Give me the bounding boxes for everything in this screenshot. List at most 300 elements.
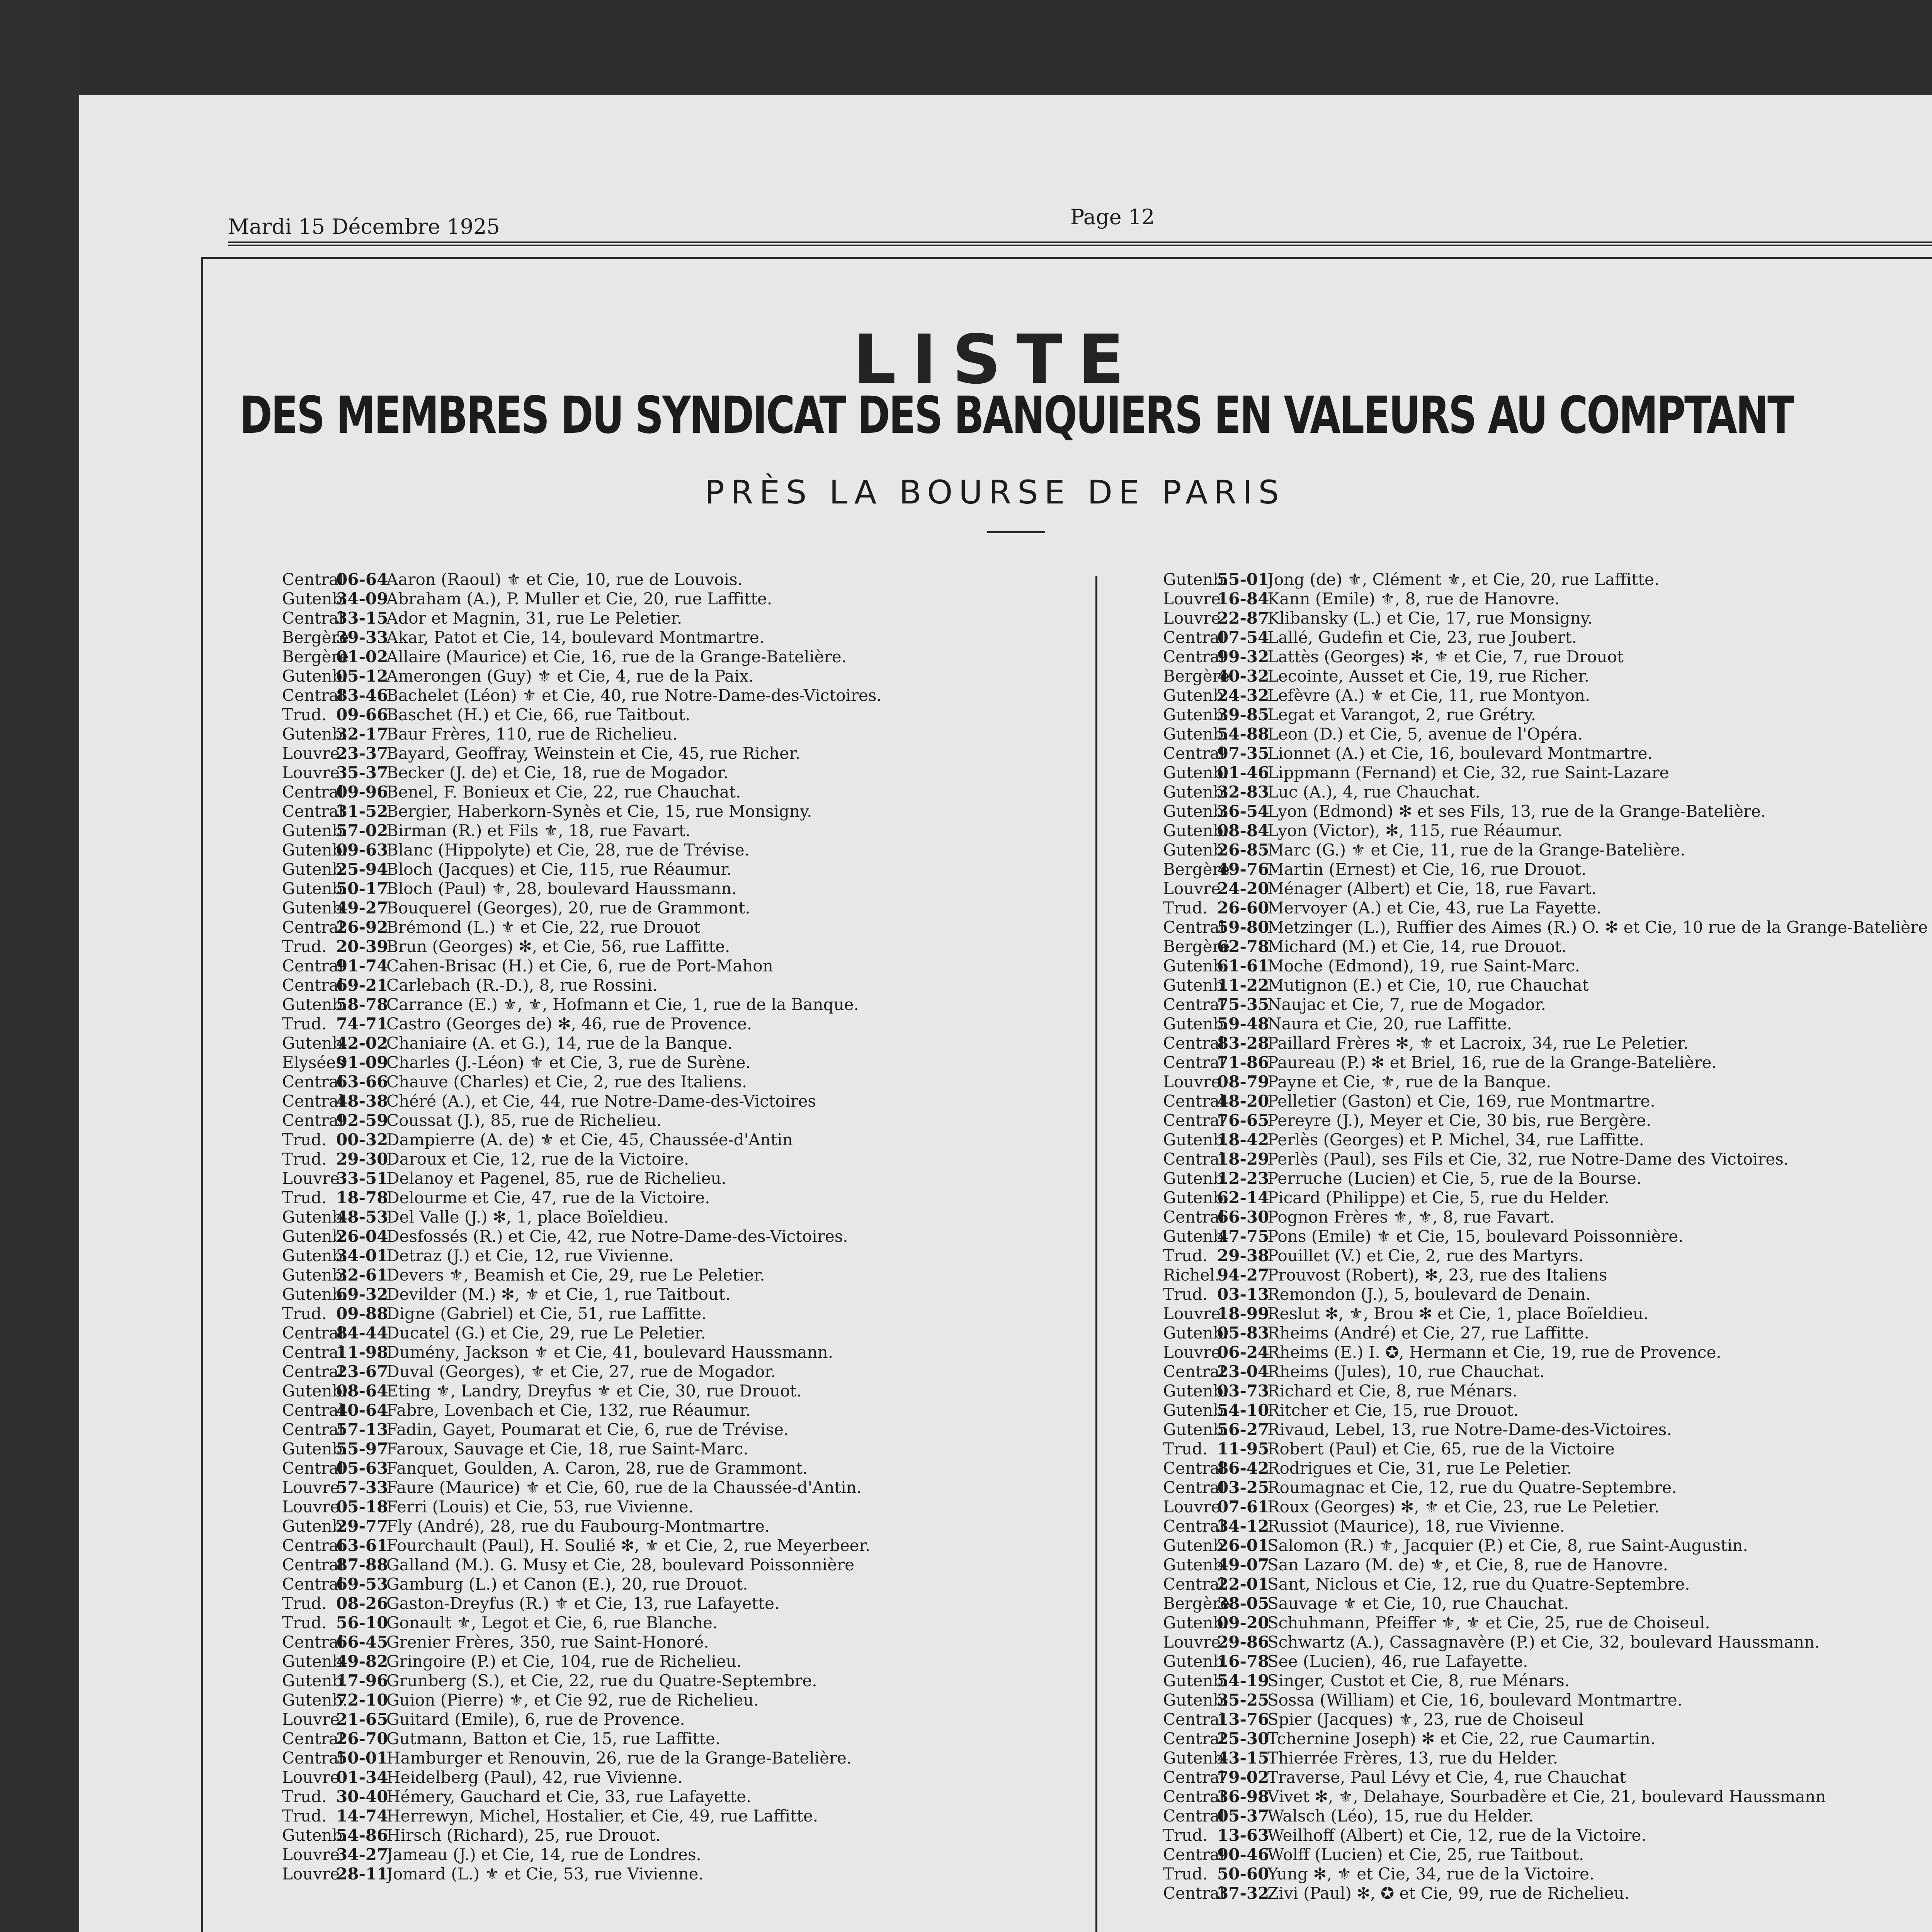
- member-exchange: Central: [282, 1420, 344, 1439]
- member-row: [282, 1555, 1070, 1575]
- member-exchange: Central: [282, 956, 344, 975]
- member-exchange: Gutenb.: [282, 589, 348, 608]
- member-name: Dampierre (A. de) ⚜ et Cie, 45, Chaussée-d'Antin: [386, 1130, 793, 1149]
- member-exchange: Central: [1163, 1208, 1225, 1226]
- member-name: Grenier Frères, 350, rue Saint-Honoré.: [386, 1633, 709, 1651]
- member-phone: 50-17: [336, 879, 388, 898]
- member-name: Salomon (R.) ⚜, Jacquier (P.) et Cie, 8, rue Saint-Augustin.: [1267, 1536, 1748, 1555]
- member-exchange: Gutenb.: [282, 840, 348, 859]
- member-exchange: Louvre: [282, 763, 340, 782]
- member-exchange: Central: [1163, 1092, 1225, 1111]
- member-phone: 48-20: [1217, 1092, 1269, 1111]
- member-row: [282, 918, 1070, 937]
- member-phone: 12-23: [1217, 1169, 1269, 1188]
- member-exchange: Central: [1163, 1729, 1225, 1748]
- member-exchange: Gutenb.: [1163, 1014, 1229, 1033]
- member-name: Walsch (Léo), 15, rue du Helder.: [1267, 1806, 1534, 1825]
- member-name: Prouvost (Robert), ✻, 23, rue des Italiens: [1267, 1265, 1607, 1284]
- member-phone: 24-20: [1217, 879, 1269, 898]
- member-name: Singer, Custot et Cie, 8, rue Ménars.: [1267, 1671, 1570, 1690]
- member-name: Lallé, Gudefin et Cie, 23, rue Joubert.: [1267, 628, 1577, 647]
- member-exchange: Central: [282, 1362, 344, 1381]
- member-phone: 25-30: [1217, 1729, 1269, 1748]
- member-phone: 35-37: [336, 763, 388, 782]
- member-phone: 99-32: [1217, 647, 1269, 666]
- member-phone: 23-04: [1217, 1362, 1269, 1381]
- member-row: [282, 1671, 1070, 1690]
- member-row: [282, 1690, 1070, 1710]
- member-row: [1163, 1072, 1932, 1092]
- member-row: [1163, 1343, 1932, 1362]
- member-phone: 25-94: [336, 860, 388, 879]
- member-name: Fly (André), 28, rue du Faubourg-Montmartre.: [386, 1517, 770, 1536]
- member-phone: 35-25: [1217, 1690, 1269, 1709]
- member-row: [282, 705, 1070, 724]
- member-name: Picard (Philippe) et Cie, 5, rue du Helder.: [1267, 1188, 1609, 1207]
- member-row: [282, 686, 1070, 705]
- member-exchange: Gutenb.: [1163, 1536, 1229, 1555]
- member-exchange: Central: [282, 1748, 344, 1767]
- member-name: Tchernine Joseph) ✻ et Cie, 22, rue Caumartin.: [1267, 1729, 1656, 1748]
- member-row: [282, 1323, 1070, 1343]
- member-row: [282, 1072, 1070, 1092]
- member-row: [1163, 802, 1932, 821]
- member-exchange: Central: [282, 1536, 344, 1555]
- member-row: [282, 1748, 1070, 1768]
- member-name: Luc (A.), 4, rue Chauchat.: [1267, 782, 1480, 801]
- member-exchange: Gutenb.: [282, 1517, 348, 1536]
- member-name: Bouquerel (Georges), 20, rue de Grammont.: [386, 898, 750, 917]
- member-row: [1163, 724, 1932, 744]
- member-row: [1163, 1034, 1932, 1053]
- member-phone: 08-64: [336, 1381, 388, 1400]
- member-phone: 71-86: [1217, 1053, 1269, 1072]
- member-phone: 36-54: [1217, 802, 1269, 821]
- member-name: Mervoyer (A.) et Cie, 43, rue La Fayette.: [1267, 898, 1602, 917]
- member-exchange: Bergère: [282, 647, 349, 666]
- member-phone: 08-84: [1217, 821, 1269, 840]
- member-exchange: Central: [282, 782, 344, 801]
- member-name: Marc (G.) ⚜ et Cie, 11, rue de la Grange-Batelière.: [1267, 840, 1685, 859]
- member-phone: 23-37: [336, 744, 388, 763]
- member-exchange: Trud.: [282, 1130, 327, 1149]
- member-row: [282, 1130, 1070, 1150]
- member-phone: 01-46: [1217, 763, 1269, 782]
- member-name: Remondon (J.), 5, boulevard de Denain.: [1267, 1285, 1591, 1304]
- member-exchange: Gutenb.: [282, 724, 348, 743]
- member-name: Sossa (William) et Cie, 16, boulevard Montmartre.: [1267, 1690, 1682, 1709]
- member-name: Devers ⚜, Beamish et Cie, 29, rue Le Peletier.: [386, 1265, 765, 1284]
- member-name: Lyon (Edmond) ✻ et ses Fils, 13, rue de la Grange-Batelière.: [1267, 802, 1766, 821]
- member-row: [1163, 1323, 1932, 1343]
- member-exchange: Gutenb.: [282, 879, 348, 898]
- member-row: [1163, 976, 1932, 995]
- member-row: [1163, 1227, 1932, 1246]
- member-name: Baschet (H.) et Cie, 66, rue Taitbout.: [386, 705, 690, 724]
- member-phone: 57-13: [336, 1420, 388, 1439]
- member-phone: 79-02: [1217, 1768, 1269, 1787]
- member-name: Carlebach (R.-D.), 8, rue Rossini.: [386, 976, 658, 995]
- member-exchange: Gutenb.: [1163, 570, 1229, 589]
- member-exchange: Gutenb.: [1163, 724, 1229, 743]
- member-phone: 32-83: [1217, 782, 1269, 801]
- member-phone: 16-78: [1217, 1652, 1269, 1671]
- member-exchange: Louvre: [282, 1864, 340, 1883]
- member-exchange: Gutenb.: [282, 1034, 348, 1053]
- member-phone: 69-21: [336, 976, 388, 995]
- member-exchange: Trud.: [282, 1188, 327, 1207]
- member-exchange: Gutenb.: [282, 1381, 348, 1400]
- member-row: [282, 1806, 1070, 1826]
- member-name: Del Valle (J.) ✻, 1, place Boïeldieu.: [386, 1208, 669, 1226]
- member-name: Rheims (Jules), 10, rue Chauchat.: [1267, 1362, 1545, 1381]
- member-row: [282, 763, 1070, 782]
- member-name: Amerongen (Guy) ⚜ et Cie, 4, rue de la Paix.: [386, 667, 754, 685]
- member-row: [282, 1208, 1070, 1227]
- member-phone: 22-01: [1217, 1575, 1269, 1594]
- member-row: [1163, 744, 1932, 763]
- member-name: Moche (Edmond), 19, rue Saint-Marc.: [1267, 956, 1580, 975]
- member-name: Fanquet, Goulden, A. Caron, 28, rue de Grammont.: [386, 1459, 808, 1478]
- member-phone: 63-66: [336, 1072, 388, 1091]
- member-row: [1163, 1517, 1932, 1536]
- member-name: Metzinger (L.), Ruffier des Aimes (R.) O. ✻ et Cie, 10 rue de la Grange-Batelière: [1267, 918, 1928, 937]
- member-phone: 06-24: [1217, 1343, 1269, 1362]
- member-row: [282, 667, 1070, 686]
- member-exchange: Trud.: [1163, 1246, 1208, 1265]
- member-name: Baur Frères, 110, rue de Richelieu.: [386, 724, 678, 743]
- member-row: [282, 1729, 1070, 1748]
- member-name: Pouillet (V.) et Cie, 2, rue des Martyrs.: [1267, 1246, 1584, 1265]
- member-name: Galland (M.). G. Musy et Cie, 28, boulevard Poissonnière: [386, 1555, 854, 1574]
- member-name: Legat et Varangot, 2, rue Grétry.: [1267, 705, 1536, 724]
- member-exchange: Central: [1163, 995, 1225, 1014]
- title-sub: PRÈS LA BOURSE DE PARIS: [705, 473, 1285, 511]
- member-name: Rheims (E.) I. ✪, Hermann et Cie, 19, rue de Provence.: [1267, 1343, 1721, 1362]
- member-phone: 26-04: [336, 1227, 388, 1246]
- member-row: [1163, 1188, 1932, 1208]
- member-row: [282, 937, 1070, 956]
- member-exchange: Gutenb.: [1163, 1323, 1229, 1342]
- member-row: [1163, 1864, 1932, 1884]
- member-row: [282, 1014, 1070, 1034]
- member-phone: 40-32: [1217, 667, 1269, 685]
- member-exchange: Bergère: [1163, 667, 1230, 685]
- member-exchange: Louvre: [1163, 1072, 1221, 1091]
- member-exchange: Gutenb.: [1163, 1671, 1229, 1690]
- member-row: [1163, 1690, 1932, 1710]
- member-name: Allaire (Maurice) et Cie, 16, rue de la Grange-Batelière.: [386, 647, 847, 666]
- member-phone: 92-59: [336, 1111, 388, 1130]
- member-name: Mutignon (E.) et Cie, 10, rue Chauchat: [1267, 976, 1589, 995]
- member-row: [282, 1710, 1070, 1729]
- member-row: [1163, 1362, 1932, 1381]
- member-exchange: Gutenb.: [282, 1208, 348, 1226]
- member-name: Brémond (L.) ⚜ et Cie, 22, rue Drouot: [386, 918, 701, 937]
- member-row: [1163, 860, 1932, 879]
- member-row: [282, 782, 1070, 802]
- member-phone: 16-84: [1217, 589, 1269, 608]
- member-name: Akar, Patot et Cie, 14, boulevard Montmartre.: [386, 628, 765, 647]
- member-exchange: Central: [282, 1092, 344, 1111]
- member-exchange: Gutenb.: [1163, 1555, 1229, 1574]
- member-exchange: Gutenb.: [282, 1690, 348, 1709]
- member-exchange: Central: [1163, 1111, 1225, 1130]
- member-phone: 21-65: [336, 1710, 388, 1729]
- member-phone: 54-88: [1217, 724, 1269, 743]
- member-phone: 03-73: [1217, 1381, 1269, 1400]
- member-exchange: Central: [282, 609, 344, 628]
- member-phone: 03-13: [1217, 1285, 1269, 1304]
- member-phone: 69-53: [336, 1575, 388, 1594]
- member-phone: 01-34: [336, 1768, 388, 1787]
- member-exchange: Central: [282, 1555, 344, 1574]
- member-exchange: Louvre: [1163, 1497, 1221, 1516]
- member-row: [1163, 1381, 1932, 1401]
- member-phone: 62-14: [1217, 1188, 1269, 1207]
- member-name: Schuhmann, Pfeiffer ⚜, ⚜ et Cie, 25, rue de Choiseul.: [1267, 1613, 1710, 1632]
- member-exchange: Gutenb.: [1163, 1381, 1229, 1400]
- member-phone: 00-32: [336, 1130, 388, 1149]
- member-exchange: Louvre: [1163, 1343, 1221, 1362]
- member-name: Russiot (Maurice), 18, rue Vivienne.: [1267, 1517, 1565, 1536]
- member-exchange: Central: [1163, 918, 1225, 937]
- member-phone: 05-37: [1217, 1806, 1269, 1825]
- member-name: Ferri (Louis) et Cie, 53, rue Vivienne.: [386, 1497, 694, 1516]
- member-row: [282, 647, 1070, 667]
- member-name: Chéré (A.), et Cie, 44, rue Notre-Dame-des-Victoires: [386, 1092, 816, 1111]
- member-row: [282, 1381, 1070, 1401]
- member-row: [1163, 1613, 1932, 1633]
- member-name: Duval (Georges), ⚜ et Cie, 27, rue de Mogador.: [386, 1362, 776, 1381]
- header-rule: [228, 242, 1932, 246]
- member-exchange: Trud.: [1163, 1826, 1208, 1845]
- member-phone: 23-67: [336, 1362, 388, 1381]
- member-exchange: Gutenb.: [1163, 1420, 1229, 1439]
- member-row: [1163, 667, 1932, 686]
- member-exchange: Central: [282, 1401, 344, 1420]
- member-exchange: Gutenb.: [282, 1439, 348, 1458]
- member-row: [1163, 1420, 1932, 1439]
- member-exchange: Central: [1163, 1362, 1225, 1381]
- member-row: [1163, 628, 1932, 647]
- member-exchange: Gutenb.: [1163, 821, 1229, 840]
- member-name: San Lazaro (M. de) ⚜, et Cie, 8, rue de Hanovre.: [1267, 1555, 1668, 1574]
- member-phone: 74-71: [336, 1014, 388, 1033]
- title-main: DES MEMBRES DU SYNDICAT DES BANQUIERS EN VALEURS AU COMPTANT: [240, 386, 1793, 445]
- member-row: [282, 609, 1070, 628]
- member-exchange: Gutenb.: [282, 1285, 348, 1304]
- member-name: Paillard Frères ✻, ⚜ et Lacroix, 34, rue Le Peletier.: [1267, 1034, 1689, 1053]
- member-row: [1163, 1246, 1932, 1265]
- member-name: Chauve (Charles) et Cie, 2, rue des Italiens.: [386, 1072, 747, 1091]
- member-row: [282, 802, 1070, 821]
- member-exchange: Central: [1163, 1150, 1225, 1168]
- member-exchange: Central: [282, 1323, 344, 1342]
- member-row: [282, 628, 1070, 647]
- member-exchange: Louvre: [282, 1768, 340, 1787]
- member-phone: 26-01: [1217, 1536, 1269, 1555]
- member-exchange: Bergère: [282, 628, 349, 647]
- member-exchange: Louvre: [282, 1478, 340, 1497]
- member-name: Brun (Georges) ✻, et Cie, 56, rue Laffitte.: [386, 937, 730, 956]
- member-exchange: Louvre: [1163, 589, 1221, 608]
- member-name: Spier (Jacques) ⚜, 23, rue de Choiseul: [1267, 1710, 1584, 1729]
- member-phone: 28-11: [336, 1864, 388, 1883]
- member-name: Guion (Pierre) ⚜, et Cie 92, rue de Richelieu.: [386, 1690, 759, 1709]
- member-phone: 54-86: [336, 1826, 388, 1845]
- member-name: Jomard (L.) ⚜ et Cie, 53, rue Vivienne.: [386, 1864, 704, 1883]
- member-exchange: Central: [282, 1111, 344, 1130]
- member-row: [1163, 782, 1932, 802]
- members-list-left: [282, 570, 1070, 1884]
- member-phone: 47-75: [1217, 1227, 1269, 1246]
- member-name: Fabre, Lovenbach et Cie, 132, rue Réaumur.: [386, 1401, 751, 1420]
- member-row: [1163, 1053, 1932, 1072]
- member-name: Richard et Cie, 8, rue Ménars.: [1267, 1381, 1517, 1400]
- member-row: [1163, 705, 1932, 724]
- member-row: [1163, 647, 1932, 667]
- member-name: Lionnet (A.) et Cie, 16, boulevard Montmartre.: [1267, 744, 1653, 763]
- member-row: [1163, 686, 1932, 705]
- member-row: [1163, 1401, 1932, 1420]
- member-phone: 75-35: [1217, 995, 1269, 1014]
- member-exchange: Gutenb.: [1163, 763, 1229, 782]
- member-phone: 09-63: [336, 840, 388, 859]
- member-name: Naura et Cie, 20, rue Laffitte.: [1267, 1014, 1512, 1033]
- member-name: Martin (Ernest) et Cie, 16, rue Drouot.: [1267, 860, 1587, 879]
- member-name: Naujac et Cie, 7, rue de Mogador.: [1267, 995, 1546, 1014]
- members-list-right: [1163, 570, 1932, 1903]
- member-exchange: Trud.: [282, 937, 327, 956]
- member-name: Hamburger et Renouvin, 26, rue de la Grange-Batelière.: [386, 1748, 852, 1767]
- member-exchange: Central: [1163, 1884, 1225, 1903]
- member-exchange: Central: [1163, 1517, 1225, 1536]
- member-exchange: Gutenb.: [1163, 1748, 1229, 1767]
- member-name: Ducatel (G.) et Cie, 29, rue Le Peletier.: [386, 1323, 706, 1342]
- member-exchange: Central: [282, 1633, 344, 1651]
- member-phone: 56-10: [336, 1613, 388, 1632]
- member-name: Lattès (Georges) ✻, ⚜ et Cie, 7, rue Drouot: [1267, 647, 1624, 666]
- member-phone: 05-63: [336, 1459, 388, 1478]
- member-name: Ritcher et Cie, 15, rue Drouot.: [1267, 1401, 1519, 1420]
- member-phone: 34-27: [336, 1845, 388, 1864]
- member-name: Devilder (M.) ✻, ⚜ et Cie, 1, rue Taitbout.: [386, 1285, 731, 1304]
- member-row: [282, 1111, 1070, 1130]
- member-name: Perlès (Paul), ses Fils et Cie, 32, rue Notre-Dame des Victoires.: [1267, 1150, 1789, 1168]
- member-phone: 59-48: [1217, 1014, 1269, 1033]
- member-name: Pereyre (J.), Meyer et Cie, 30 bis, rue Bergère.: [1267, 1111, 1651, 1130]
- member-phone: 40-64: [336, 1401, 388, 1420]
- member-exchange: Gutenb.: [282, 1227, 348, 1246]
- member-exchange: Central: [282, 1459, 344, 1478]
- member-row: [1163, 1826, 1932, 1845]
- member-phone: 39-33: [336, 628, 388, 647]
- member-row: [1163, 1748, 1932, 1768]
- member-row: [1163, 1208, 1932, 1227]
- member-phone: 34-09: [336, 589, 388, 608]
- member-row: [1163, 1497, 1932, 1517]
- member-exchange: Gutenb.: [1163, 1188, 1229, 1207]
- title-liste: LISTE: [853, 321, 1140, 399]
- member-phone: 29-77: [336, 1517, 388, 1536]
- member-exchange: Central: [1163, 1053, 1225, 1072]
- member-phone: 11-98: [336, 1343, 388, 1362]
- member-phone: 91-74: [336, 956, 388, 975]
- member-row: [1163, 1845, 1932, 1864]
- member-name: Ador et Magnin, 31, rue Le Peletier.: [386, 609, 682, 628]
- member-exchange: Trud.: [1163, 898, 1208, 917]
- member-row: [282, 879, 1070, 898]
- member-row: [1163, 1459, 1932, 1478]
- member-exchange: Central: [282, 570, 344, 589]
- member-phone: 72-10: [336, 1690, 388, 1709]
- member-phone: 14-74: [336, 1806, 388, 1825]
- member-row: [282, 1227, 1070, 1246]
- member-phone: 69-32: [336, 1285, 388, 1304]
- member-phone: 50-60: [1217, 1864, 1269, 1883]
- member-phone: 59-80: [1217, 918, 1269, 937]
- member-name: Cahen-Brisac (H.) et Cie, 6, rue de Port-Mahon: [386, 956, 773, 975]
- member-phone: 18-29: [1217, 1150, 1269, 1168]
- member-exchange: Central: [1163, 1845, 1225, 1864]
- member-exchange: Central: [1163, 1575, 1225, 1594]
- member-row: [1163, 589, 1932, 609]
- member-row: [1163, 1787, 1932, 1806]
- member-row: [282, 860, 1070, 879]
- member-exchange: Trud.: [282, 1150, 327, 1168]
- member-name: Vivet ✻, ⚜, Delahaye, Sourbadère et Cie, 21, boulevard Haussmann: [1267, 1787, 1826, 1806]
- member-row: [282, 976, 1070, 995]
- member-row: [282, 1439, 1070, 1459]
- member-exchange: Gutenb.: [1163, 1690, 1229, 1709]
- member-row: [1163, 1729, 1932, 1748]
- member-name: Bayard, Geoffray, Weinstein et Cie, 45, rue Richer.: [386, 744, 801, 763]
- member-exchange: Trud.: [1163, 1439, 1208, 1458]
- member-exchange: Gutenb.: [1163, 976, 1229, 995]
- member-row: [1163, 1575, 1932, 1594]
- member-row: [282, 1420, 1070, 1439]
- member-phone: 07-54: [1217, 628, 1269, 647]
- member-phone: 66-30: [1217, 1208, 1269, 1226]
- member-exchange: Bergère: [1163, 937, 1230, 956]
- member-phone: 34-12: [1217, 1517, 1269, 1536]
- member-phone: 24-32: [1217, 686, 1269, 705]
- member-exchange: Gutenb.: [1163, 840, 1229, 859]
- member-exchange: Gutenb.: [282, 1265, 348, 1284]
- member-phone: 26-85: [1217, 840, 1269, 859]
- member-row: [282, 1864, 1070, 1884]
- member-row: [282, 1188, 1070, 1208]
- member-name: Eting ⚜, Landry, Dreyfus ⚜ et Cie, 30, rue Drouot.: [386, 1381, 802, 1400]
- title-rule: [987, 531, 1045, 533]
- member-row: [1163, 1671, 1932, 1690]
- member-phone: 48-38: [336, 1092, 388, 1111]
- member-exchange: Trud.: [282, 1806, 327, 1825]
- member-phone: 54-10: [1217, 1401, 1269, 1420]
- member-row: [1163, 570, 1932, 589]
- member-row: [1163, 1806, 1932, 1826]
- member-name: Perruche (Lucien) et Cie, 5, rue de la Bourse.: [1267, 1169, 1642, 1188]
- member-phone: 05-83: [1217, 1323, 1269, 1342]
- member-exchange: Gutenb.: [1163, 1401, 1229, 1420]
- member-name: Reslut ✻, ⚜, Brou ✻ et Cie, 1, place Boïeldieu.: [1267, 1304, 1649, 1323]
- member-exchange: Louvre: [1163, 1633, 1221, 1651]
- member-name: Zivi (Paul) ✻, ✪ et Cie, 99, rue de Richelieu.: [1267, 1884, 1629, 1903]
- member-row: [1163, 1652, 1932, 1671]
- member-row: [282, 956, 1070, 976]
- member-row: [1163, 609, 1932, 628]
